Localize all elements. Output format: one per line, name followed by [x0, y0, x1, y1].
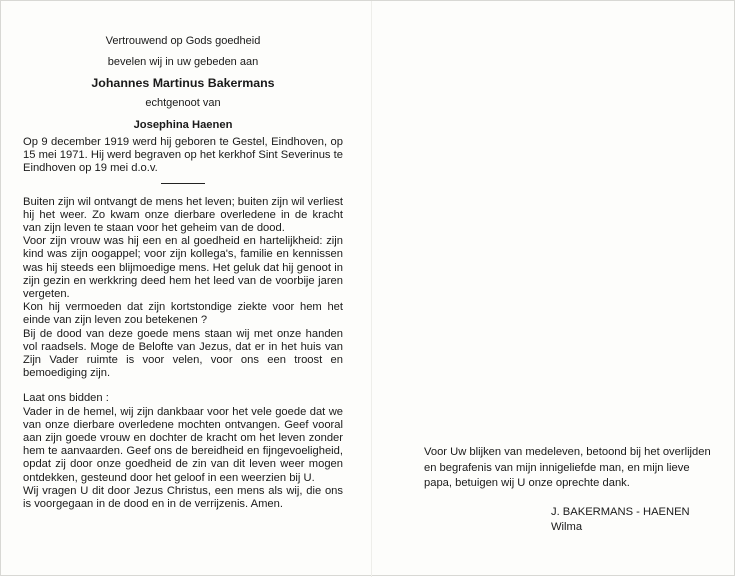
card-fold-divider [371, 1, 372, 577]
left-panel [23, 31, 343, 511]
thank-you-text: Voor Uw blijken van medeleven, betoond bij het overlijden en begrafenis van mijn innigeliefde man, en mijn lieve papa, betuigen wij U onze oprechte dank. [424, 446, 711, 490]
birth-death-dates: Op 9 december 1919 werd hij geboren te Gestel, Eindhoven, op 15 mei 1971. Hij werd begraven op het kerkhof Sint Severinus te Eindhoven op 19 mei d.o.v. [23, 136, 343, 175]
intro-line-2: bevelen wij in uw gebeden aan [107, 56, 259, 68]
meditation-paragraph-4: Bij de dood van deze goede mens staan wij met onze handen vol raadsels. Moge de Belofte van Jezus, dat er in het huis van Zijn Vader ruimte is voor velen, voor ons een troost en bemoediging zijn. [23, 327, 343, 380]
paragraph-gap [23, 380, 343, 392]
deceased-name: Johannes Martinus Bakermans [91, 76, 275, 90]
relation-label: echtgenoot van [145, 97, 221, 109]
prayer-paragraph-1: Vader in de hemel, wij zijn dankbaar voor het vele goede dat we van onze dierbare overledene mochten ontvangen. Geef vooral aan zijn goede vrouw en dochter de kracht om het leven zonder hem te aanvaarden. Geef ons de bereidheid en fijngevoeligheid, opdat zij door onze goedheid de zin van dit leven weer mogen ontdekken, gesteund door het geloof in een weerzien bij U. [23, 405, 343, 484]
spouse-name: Josephina Haenen [133, 119, 233, 131]
meditation-paragraph-3: Kon hij vermoeden dat zijn kortstondige ziekte voor hem het einde van zijn leven zou betekenen ? [23, 301, 343, 327]
meditation-paragraph-1: Buiten zijn wil ontvangt de mens het leven; buiten zijn wil verliest hij het weer. Zo kwam onze dierbare overledene in de kracht van zijn leven te staan voor het geheim van de dood. [23, 195, 343, 235]
intro-line-1: Vertrouwend op Gods goedheid [105, 35, 261, 47]
signature-block [424, 505, 714, 535]
signature-name: J. BAKERMANS - HAENEN [551, 505, 690, 518]
prayer-heading: Laat ons bidden : [23, 392, 109, 405]
section-divider [161, 183, 205, 184]
meditation-paragraph-2: Voor zijn vrouw was hij een en al goedheid en hartelijkheid: zijn kind was zijn oogappel; voor zijn kollega's, familie en kennissen was hij steeds een blijmoedige mens. Het geluk dat hij genoot in zijn gezin en werkkring deed hem het leed van de voorbije jaren vergeten. [23, 235, 343, 301]
right-panel [424, 445, 714, 535]
prayer-paragraph-2: Wij vragen U dit door Jezus Christus, een mens als wij, die ons is voorgegaan in de dood en in de verrijzenis. Amen. [23, 484, 343, 511]
signature-second-name: Wilma [551, 520, 583, 533]
